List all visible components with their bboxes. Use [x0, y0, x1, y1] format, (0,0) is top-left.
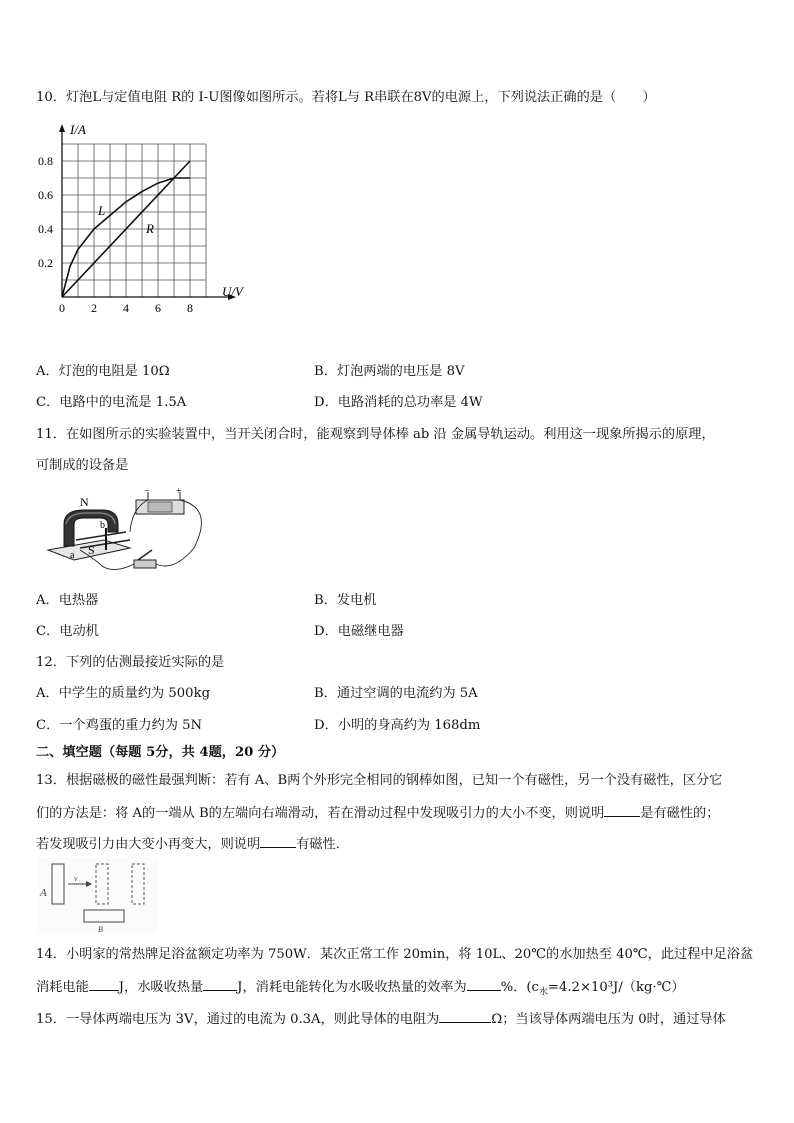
q15-blank-1[interactable] — [439, 1008, 491, 1023]
q13-line2-text-a: 们的方法是：将 A的一端从 B的左端向右端滑动，若在滑动过程中发现吸引力的大小不变，则说明 — [36, 806, 605, 821]
q12-stem: 12．下列的估测最接近实际的是 — [36, 655, 225, 670]
q14-line1: 14．小明家的常热牌足浴盆额定功率为 750W．某次正常工作 20min，将 10L、20℃的水加热至 40℃，此过程中足浴盆 — [36, 947, 754, 962]
q14-line2-text-c: J，消耗电能转化为水吸收热量的效率为 — [237, 980, 467, 995]
q10-option-b: B．灯泡两端的电压是 8V — [314, 364, 465, 379]
q12-option-a: A．中学生的质量约为 500kg — [36, 686, 211, 701]
switch — [134, 560, 156, 568]
x-tick-label: 0 — [59, 301, 65, 315]
q13-line1: 13．根据磁极的磁性最强判断：若有 A、B两个外形完全相同的钢棒如图，已知一个有磁性，另一个没有磁性，区分它 — [36, 773, 723, 788]
x-tick-label: 2 — [91, 301, 97, 315]
y-axis-arrow — [59, 124, 65, 132]
q10-stem: 10．灯泡L与定值电阻 R的 I-U图像如图所示。若将L与 R串联在8V的电源上，下列说法正确的是（ ） — [36, 90, 656, 105]
q14-line2-text-a: 消耗电能 — [36, 980, 89, 995]
label-S: S — [88, 543, 95, 557]
motor-experiment-figure — [44, 488, 214, 578]
q14-line2-subscript: 水 — [538, 987, 548, 998]
q11-option-d: D．电磁继电器 — [314, 624, 404, 639]
q14-line2-text-b: J，水吸收热量 — [118, 980, 204, 995]
y-tick-label: 0.4 — [38, 222, 53, 236]
q11-stem-line2: 可制成的设备是 — [36, 458, 129, 473]
q14-blank-1[interactable] — [89, 976, 119, 991]
q15-line1-text-b: Ω；当该导体两端电压为 0时，通过导体 — [491, 1012, 726, 1027]
q12-option-c: C．一个鸡蛋的重力约为 5N — [36, 718, 203, 733]
q13-line2-text-b: 是有磁性的； — [640, 806, 720, 821]
q11-stem-line1: 11．在如图所示的实验装置中，当开关闭合时，能观察到导体棒 ab 沿 金属导轨运动。利用这一现象所揭示的原理， — [36, 427, 715, 442]
q13-line3 — [36, 833, 349, 855]
battery-minus: − — [144, 488, 150, 497]
q15-line1-text-a: 15．一导体两端电压为 3V，通过的电流为 0.3A，则此导体的电阻为 — [36, 1012, 440, 1027]
x-tick-label: 4 — [123, 301, 129, 315]
q12-option-d: D．小明的身高约为 168dm — [314, 718, 481, 733]
label-b: b — [100, 520, 105, 531]
section2-heading: 二、填空题（每题 5分，共 4题，20 分） — [36, 745, 285, 760]
q13-line3-text-a: 若发现吸引力由大变小再变大，则说明 — [36, 837, 261, 852]
q14-line2-text-e: =4.2×10³J/（kg·℃） — [547, 980, 685, 995]
x-axis-label: U/V — [222, 284, 243, 299]
q12-option-b: B．通过空调的电流约为 5A — [314, 686, 478, 701]
q10-option-a: A．灯泡的电阻是 10Ω — [36, 364, 170, 379]
q10-option-d: D．电路消耗的总功率是 4W — [314, 395, 483, 410]
q14-blank-2[interactable] — [203, 976, 237, 991]
q11-option-a: A．电热器 — [36, 593, 99, 608]
y-axis-label: I/A — [70, 122, 86, 137]
q13-blank-1[interactable] — [604, 802, 640, 817]
label-a: a — [70, 550, 75, 561]
q10-option-c: C．电路中的电流是 1.5A — [36, 395, 187, 410]
q14-blank-3[interactable] — [467, 976, 501, 991]
x-tick-label: 8 — [187, 301, 193, 315]
label-A: A — [40, 887, 47, 899]
battery-plus: + — [176, 488, 182, 497]
q11-option-c: C．电动机 — [36, 624, 99, 639]
q13-line3-text-b: 有磁性． — [296, 837, 349, 852]
curve-L-label: L — [98, 203, 106, 218]
q13-line2 — [36, 802, 719, 824]
q15-line1 — [36, 1008, 726, 1030]
q14-line2 — [36, 976, 685, 1003]
q13-blank-2[interactable] — [260, 833, 296, 848]
label-B: B — [98, 925, 103, 933]
q14-line2-text-d: %．(c — [500, 980, 539, 995]
x-tick-label: 6 — [155, 301, 161, 315]
iu-graph — [34, 120, 274, 320]
y-tick-label: 0.2 — [38, 256, 53, 270]
label-v: v — [74, 874, 78, 883]
q11-option-b: B．发电机 — [314, 593, 377, 608]
y-tick-label: 0.8 — [38, 154, 53, 168]
y-tick-label: 0.6 — [38, 188, 53, 202]
steel-bars-figure — [38, 858, 158, 933]
line-R-label: R — [146, 221, 154, 236]
label-N: N — [80, 495, 89, 509]
